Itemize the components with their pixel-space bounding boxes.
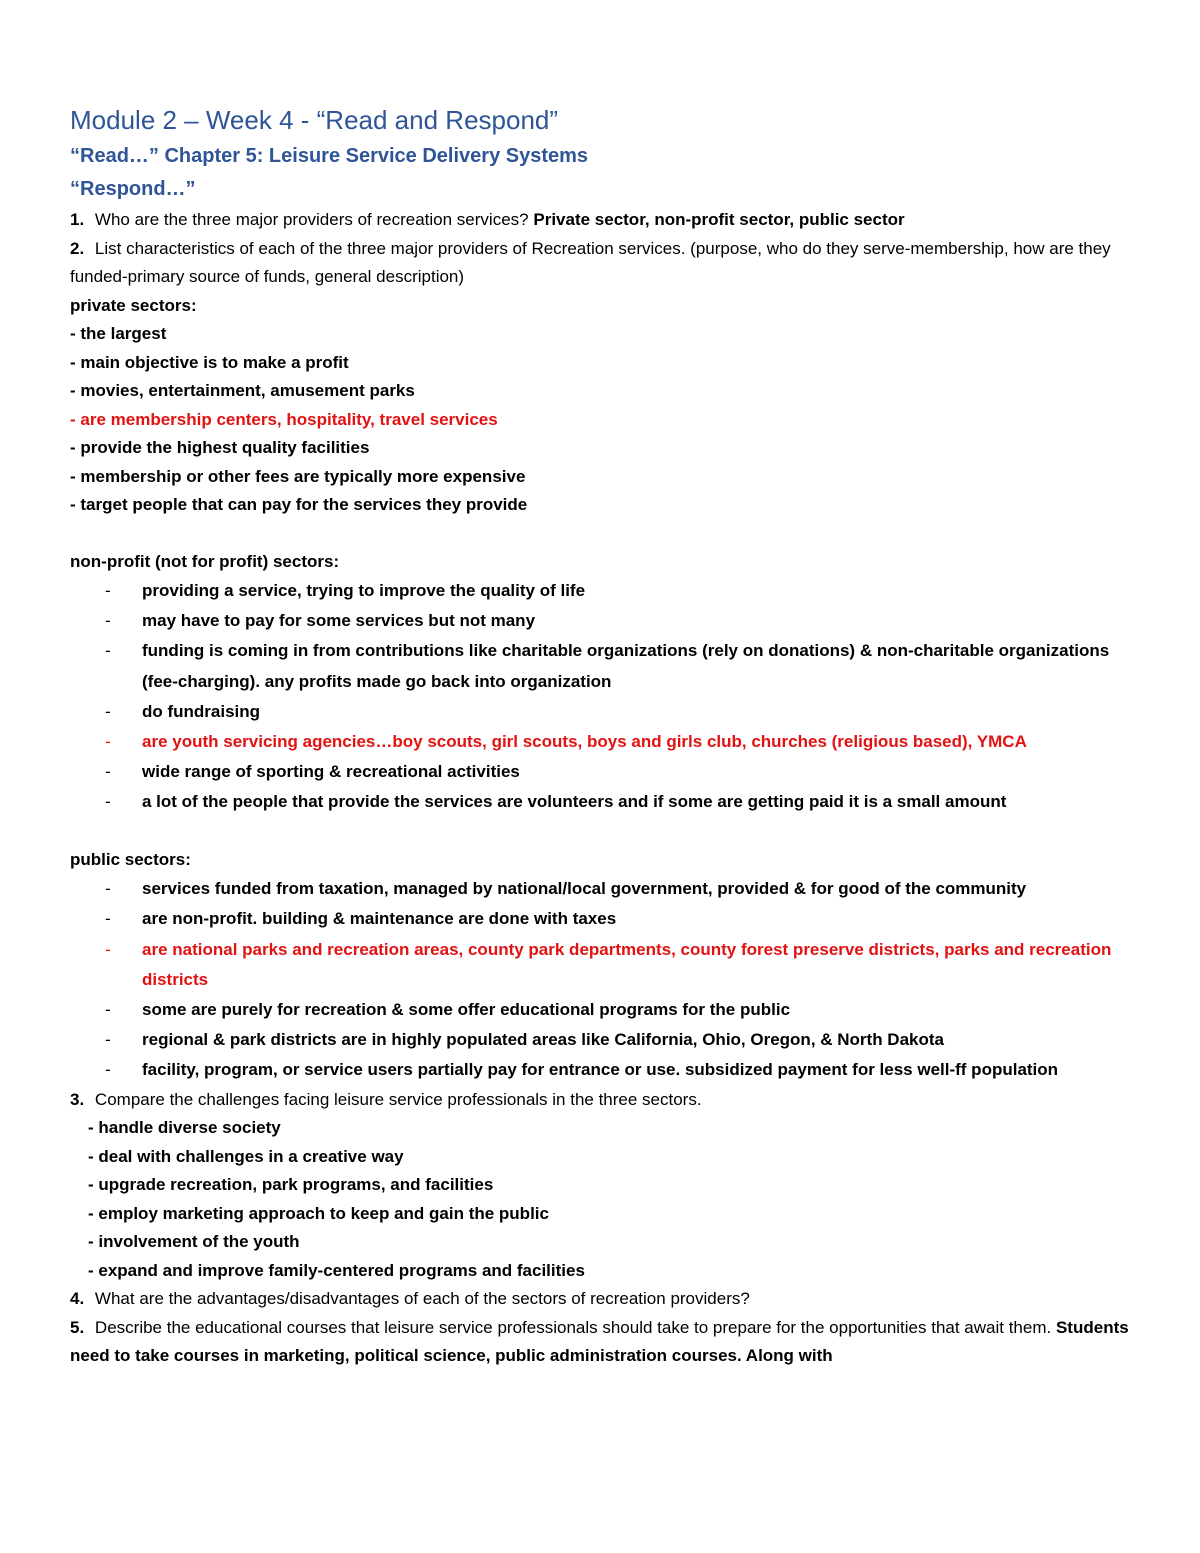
public-item	[70, 995, 1130, 1025]
question-text: List characteristics of each of the three major providers of Recreation services. (purpose, who do they serve-membership, how are they funded-primary source of funds, general description)	[70, 238, 1111, 286]
item-text: funding is coming in from contributions like charitable organizations (rely on donations) & non-charitable organizations (fee-charging). any profits made go back into organization	[142, 641, 1110, 691]
item-text: wide range of sporting & recreational activities	[142, 762, 520, 782]
challenge-item: - expand and improve family-centered programs and facilities	[88, 1260, 585, 1280]
respond-heading: “Respond…”	[70, 178, 196, 200]
nonprofit-item	[70, 606, 1130, 636]
question-3	[70, 1086, 1130, 1115]
challenge-item: - employ marketing approach to keep and gain the public	[88, 1203, 549, 1223]
bullet-dash: -	[105, 762, 111, 782]
private-item: - movies, entertainment, amusement parks	[70, 381, 415, 400]
question-number: 4.	[70, 1289, 85, 1309]
nonprofit-item	[70, 757, 1130, 787]
bullet-dash: -	[105, 732, 111, 752]
bullet-dash: -	[105, 792, 111, 812]
challenge-item: - deal with challenges in a creative way	[88, 1146, 404, 1166]
answer-text: Students need to take courses in marketing, political science, public administration courses. Along with	[70, 1317, 1129, 1366]
public-item-highlight	[70, 935, 1130, 995]
question-number: 5.	[70, 1317, 85, 1337]
item-text: a lot of the people that provide the services are volunteers and if some are getting paid it is a small amount	[142, 792, 1007, 812]
document-title: Module 2 – Week 4 - “Read and Respond”	[70, 105, 559, 135]
public-item	[70, 1055, 1130, 1085]
question-text: What are the advantages/disadvantages of each of the sectors of recreation providers?	[94, 1289, 750, 1309]
item-text: facility, program, or service users partially pay for entrance or use. subsidized payment for less well-ff population	[142, 1060, 1059, 1080]
question-2	[70, 235, 1130, 292]
nonprofit-item-highlight	[70, 727, 1130, 757]
challenge-item: - involvement of the youth	[88, 1232, 300, 1252]
question-number: 1.	[70, 210, 85, 229]
question-text: Who are the three major providers of recreation services?	[94, 210, 529, 229]
nonprofit-item	[70, 697, 1130, 727]
nonprofit-item	[70, 787, 1130, 817]
private-item: - membership or other fees are typically more expensive	[70, 466, 526, 486]
bullet-dash: -	[105, 641, 111, 661]
item-text: are national parks and recreation areas, county park departments, county forest preserve districts, parks and recreation districts	[142, 939, 1112, 989]
bullet-dash: -	[105, 879, 111, 899]
nonprofit-item	[70, 636, 1130, 696]
bullet-dash: -	[105, 939, 111, 959]
bullet-dash: -	[105, 1060, 111, 1080]
challenge-item: - upgrade recreation, park programs, and facilities	[88, 1175, 494, 1195]
question-number: 3.	[70, 1089, 85, 1109]
item-text: regional & park districts are in highly populated areas like California, Ohio, Oregon, & North Dakota	[142, 1030, 944, 1050]
bullet-dash: -	[105, 909, 111, 929]
spacer	[70, 818, 1130, 846]
nonprofit-heading: non-profit (not for profit) sectors:	[70, 551, 340, 571]
item-text: are youth servicing agencies…boy scouts, girl scouts, boys and girls club, churches (religious based), YMCA	[142, 732, 1027, 752]
spacer	[70, 520, 1130, 548]
item-text: are non-profit. building & maintenance are done with taxes	[142, 909, 617, 929]
private-item-highlight: - are membership centers, hospitality, travel services	[70, 409, 498, 429]
private-item: - target people that can pay for the services they provide	[70, 495, 528, 514]
question-text: Compare the challenges facing leisure service professionals in the three sectors.	[94, 1089, 702, 1109]
question-4	[70, 1285, 1130, 1314]
private-item: - the largest	[70, 324, 167, 343]
bullet-dash: -	[105, 611, 111, 631]
answer-text: Private sector, non-profit sector, public sector	[533, 210, 905, 229]
item-text: do fundraising	[142, 701, 261, 721]
challenge-item: - handle diverse society	[88, 1118, 281, 1138]
private-item: - provide the highest quality facilities	[70, 438, 370, 457]
question-number: 2.	[70, 238, 85, 258]
read-heading: “Read…” Chapter 5: Leisure Service Delivery Systems	[70, 145, 589, 167]
bullet-dash: -	[105, 701, 111, 721]
public-item	[70, 904, 1130, 934]
item-text: services funded from taxation, managed by national/local government, provided & for good of the community	[142, 879, 1027, 899]
private-heading: private sectors:	[70, 295, 197, 315]
document-page	[70, 100, 1130, 1371]
bullet-dash: -	[105, 581, 111, 600]
public-item	[70, 874, 1130, 904]
private-item: - main objective is to make a profit	[70, 352, 349, 372]
item-text: providing a service, trying to improve the quality of life	[142, 581, 586, 600]
public-item	[70, 1025, 1130, 1055]
item-text: some are purely for recreation & some offer educational programs for the public	[142, 999, 791, 1019]
question-5	[70, 1314, 1130, 1371]
bullet-dash: -	[105, 999, 111, 1019]
public-heading: public sectors:	[70, 849, 191, 869]
nonprofit-item	[70, 576, 1130, 606]
bullet-dash: -	[105, 1030, 111, 1050]
item-text: may have to pay for some services but not many	[142, 611, 536, 631]
question-text: Describe the educational courses that leisure service professionals should take to prepare for the opportunities that await them.	[94, 1317, 1052, 1337]
question-1	[70, 206, 1130, 235]
